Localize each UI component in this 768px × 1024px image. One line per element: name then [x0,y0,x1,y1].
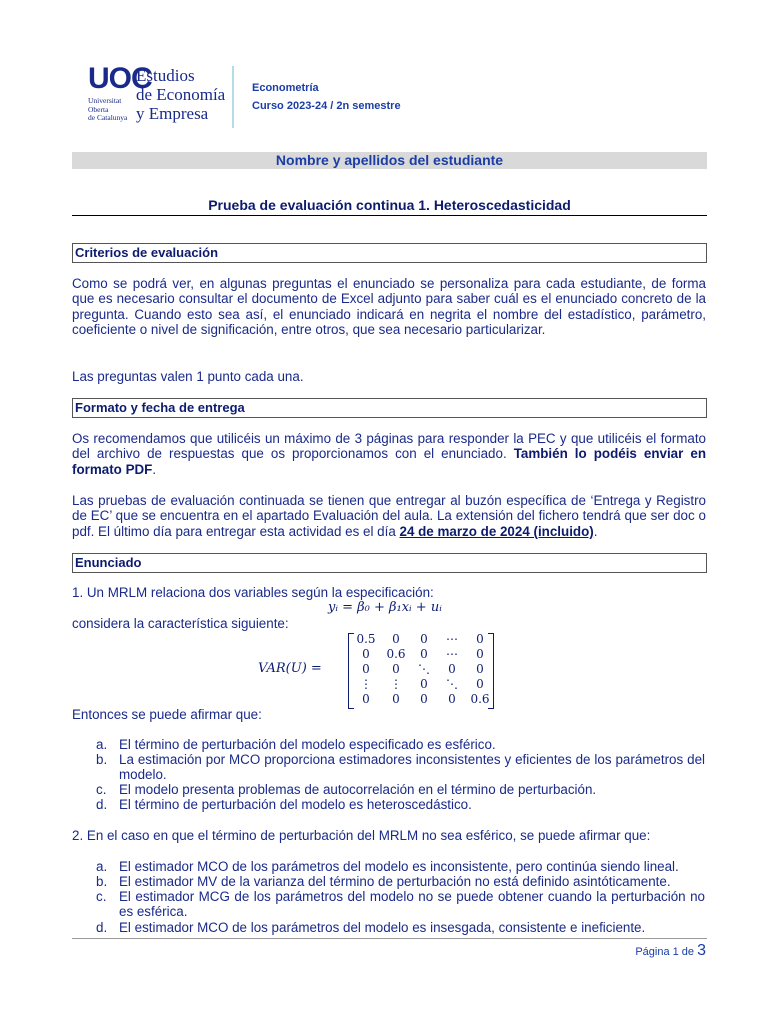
uoc-logo: UOC [88,62,152,95]
matrix-cell: 0 [420,632,428,646]
section-statement: Enunciado [72,553,707,573]
q1-intro: 1. Un MRLM relaciona dos variables según la especificación: [72,585,434,600]
matrix-cell: ⋱ [446,677,458,691]
matrix-cell: 0 [362,662,370,676]
criteria-points: Las preguntas valen 1 punto cada una. [72,369,304,384]
matrix-cell: 0 [392,662,400,676]
matrix-cell: 0 [448,692,456,706]
criteria-paragraph: Como se podrá ver, en algunas preguntas el enunciado se personaliza para cada estudiante, de forma que es necesario consultar el documento de Excel adjunto para saber cuál es el enunciado concreto de la pregunta. Cuando esto sea así, el enunciado indicará en negrita el nombre del estadístico, parámetro, coeficiente o nivel de significación, entre otros, que sea necesario particularizar. [72,276,706,338]
matrix-cell: 0.6 [386,647,406,661]
q2-intro: 2. En el caso en que el término de perturbación del MRLM no sea esférico, se puede afirmar que: [72,828,651,843]
matrix-cell: 0 [476,677,484,691]
matrix-cell: 0 [476,647,484,661]
matrix-cell: 0 [476,662,484,676]
matrix-cell: ⋮ [390,677,402,691]
matrix-cell: 0 [448,662,456,676]
university-name: Universitat Oberta de Catalunya [88,96,128,122]
q1-consider: considera la característica siguiente: [72,616,289,631]
section-format: Formato y fecha de entrega [72,398,707,418]
faculty-name: Estudios de Economía y Empresa [136,66,226,123]
q1-then: Entonces se puede afirmar que: [72,707,262,722]
matrix-cell: 0 [362,647,370,661]
student-name-field: Nombre y apellidos del estudiante [72,152,707,169]
title-underline [72,215,707,216]
deadline-paragraph: Las pruebas de evaluación continuada se tienen que entregar al buzón específica de ‘Entrega y Registro de EC’ que se encuentra en el apartado Evaluación del aula. La extensión del fichero tendrá que ser doc o pdf. El último día para entregar esta actividad es el día 24 de marzo de 2024 (incluido). [72,493,706,539]
subject-name: Econometría [252,82,319,94]
matrix-cell: ⋯ [446,647,458,661]
matrix-cell: 0 [420,677,428,691]
matrix-label: VAR(U) = [258,661,322,676]
matrix-cell: 0 [362,692,370,706]
matrix-cell: 0 [392,692,400,706]
deadline-date: 24 de marzo de 2024 (incluido) [399,523,594,539]
footer-divider [72,938,707,939]
matrix-cell: ⋮ [360,677,372,691]
matrix-cell: 0 [392,632,400,646]
matrix-cell: 0 [476,632,484,646]
course-period: Curso 2023-24 / 2n semestre [252,100,401,112]
matrix-cell: 0 [420,692,428,706]
matrix-cell: ⋱ [418,662,430,676]
format-paragraph: Os recomendamos que utilicéis un máximo de 3 páginas para responder la PEC y que utilicéis el formato del archivo de respuestas que os proporcionamos con el enunciado. También lo podéis enviar en formato PDF. [72,431,706,477]
matrix-cell: 0 [420,647,428,661]
matrix-cell: 0.6 [470,692,490,706]
course-info [252,79,401,115]
matrix-cell: ⋯ [446,632,458,646]
logo-divider [232,66,234,128]
section-criteria: Criterios de evaluación [72,243,707,263]
document-title: Prueba de evaluación continua 1. Heteroscedasticidad [208,197,571,213]
page-number: Página 1 de 3 [635,942,706,959]
matrix-cell: 0.5 [356,632,376,646]
q1-equation: yᵢ = β₀ + β₁xᵢ + uᵢ [328,600,442,615]
